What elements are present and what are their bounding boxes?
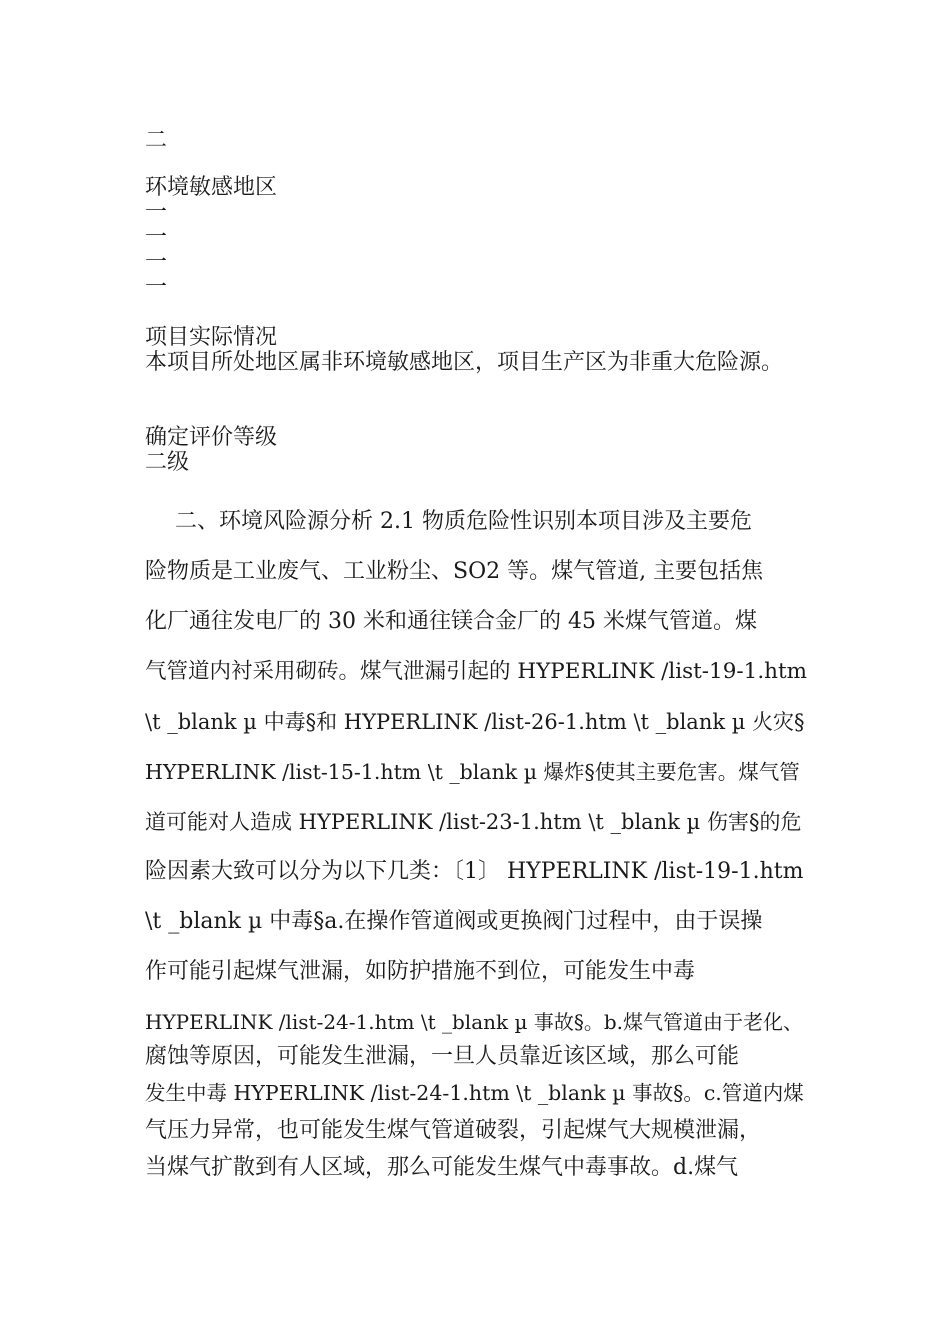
paragraph-line: HYPERLINK /list-24-1.htm \t _blank µ 事故§。b.煤气管道由于老化、 bbox=[145, 1010, 803, 1034]
paragraph-line: 二、环境风险源分析 2.1 物质危险性识别本项目涉及主要危 bbox=[175, 509, 752, 534]
body-paragraph bbox=[145, 497, 810, 1047]
dash-mark: 一 bbox=[145, 200, 168, 225]
paragraph-line: 当煤气扩散到有人区域，那么可能发生煤气中毒事故。d.煤气 bbox=[145, 1155, 739, 1180]
paragraph-line: 作可能引起煤气泄漏，如防护措施不到位，可能发生中毒 bbox=[145, 959, 696, 984]
sensitive-area-label: 环境敏感地区 bbox=[145, 175, 278, 200]
table-cell-actual bbox=[145, 325, 810, 375]
paragraph-line: 腐蚀等原因，可能发生泄漏，一旦人员靠近该区域，那么可能 bbox=[145, 1044, 740, 1069]
row-number: 二 bbox=[145, 128, 168, 153]
paragraph-line: 气管道内衬采用砌砖。煤气泄漏引起的 HYPERLINK /list-19-1.htm bbox=[145, 659, 808, 684]
dash-mark: 一 bbox=[145, 250, 168, 275]
paragraph-line: \t _blank µ 中毒§a.在操作管道阀或更换阀门过程中，由于误操 bbox=[145, 909, 763, 934]
actual-situation-label: 项目实际情况 bbox=[145, 325, 278, 350]
paragraph-line: \t _blank µ 中毒§和 HYPERLINK /list-26-1.htm \t _blank µ 火灾§ bbox=[145, 710, 805, 734]
paragraph-line: 险物质是工业废气、工业粉尘、SO2 等。煤气管道, 主要包括焦 bbox=[145, 559, 764, 584]
actual-situation-text: 本项目所处地区属非环境敏感地区，项目生产区为非重大危险源。 bbox=[145, 350, 784, 375]
paragraph-line: 道可能对人造成 HYPERLINK /list-23-1.htm \t _blank µ 伤害§的危 bbox=[145, 810, 802, 834]
grade-label: 确定评价等级 bbox=[145, 425, 278, 450]
table-cell-grade bbox=[145, 425, 810, 475]
table-cell-sensitivity bbox=[145, 175, 810, 300]
paragraph-line: 气压力异常，也可能发生煤气管道破裂，引起煤气大规模泄漏， bbox=[145, 1118, 762, 1143]
paragraph-line: 发生中毒 HYPERLINK /list-24-1.htm \t _blank µ 事故§。c.管道内煤 bbox=[145, 1081, 804, 1105]
body-paragraph-continued bbox=[145, 1038, 810, 1186]
grade-value: 二级 bbox=[145, 450, 190, 475]
paragraph-line: HYPERLINK /list-15-1.htm \t _blank µ 爆炸§使其主要危害。煤气管 bbox=[145, 760, 800, 784]
dash-mark: 一 bbox=[145, 225, 168, 250]
dash-mark: 一 bbox=[145, 275, 168, 300]
paragraph-line: 险因素大致可以分为以下几类：〔1〕 HYPERLINK /list-19-1.htm bbox=[145, 859, 804, 884]
paragraph-line: 化厂通往发电厂的 30 米和通往镁合金厂的 45 米煤气管道。煤 bbox=[145, 609, 757, 634]
table-cell-index bbox=[145, 128, 810, 153]
